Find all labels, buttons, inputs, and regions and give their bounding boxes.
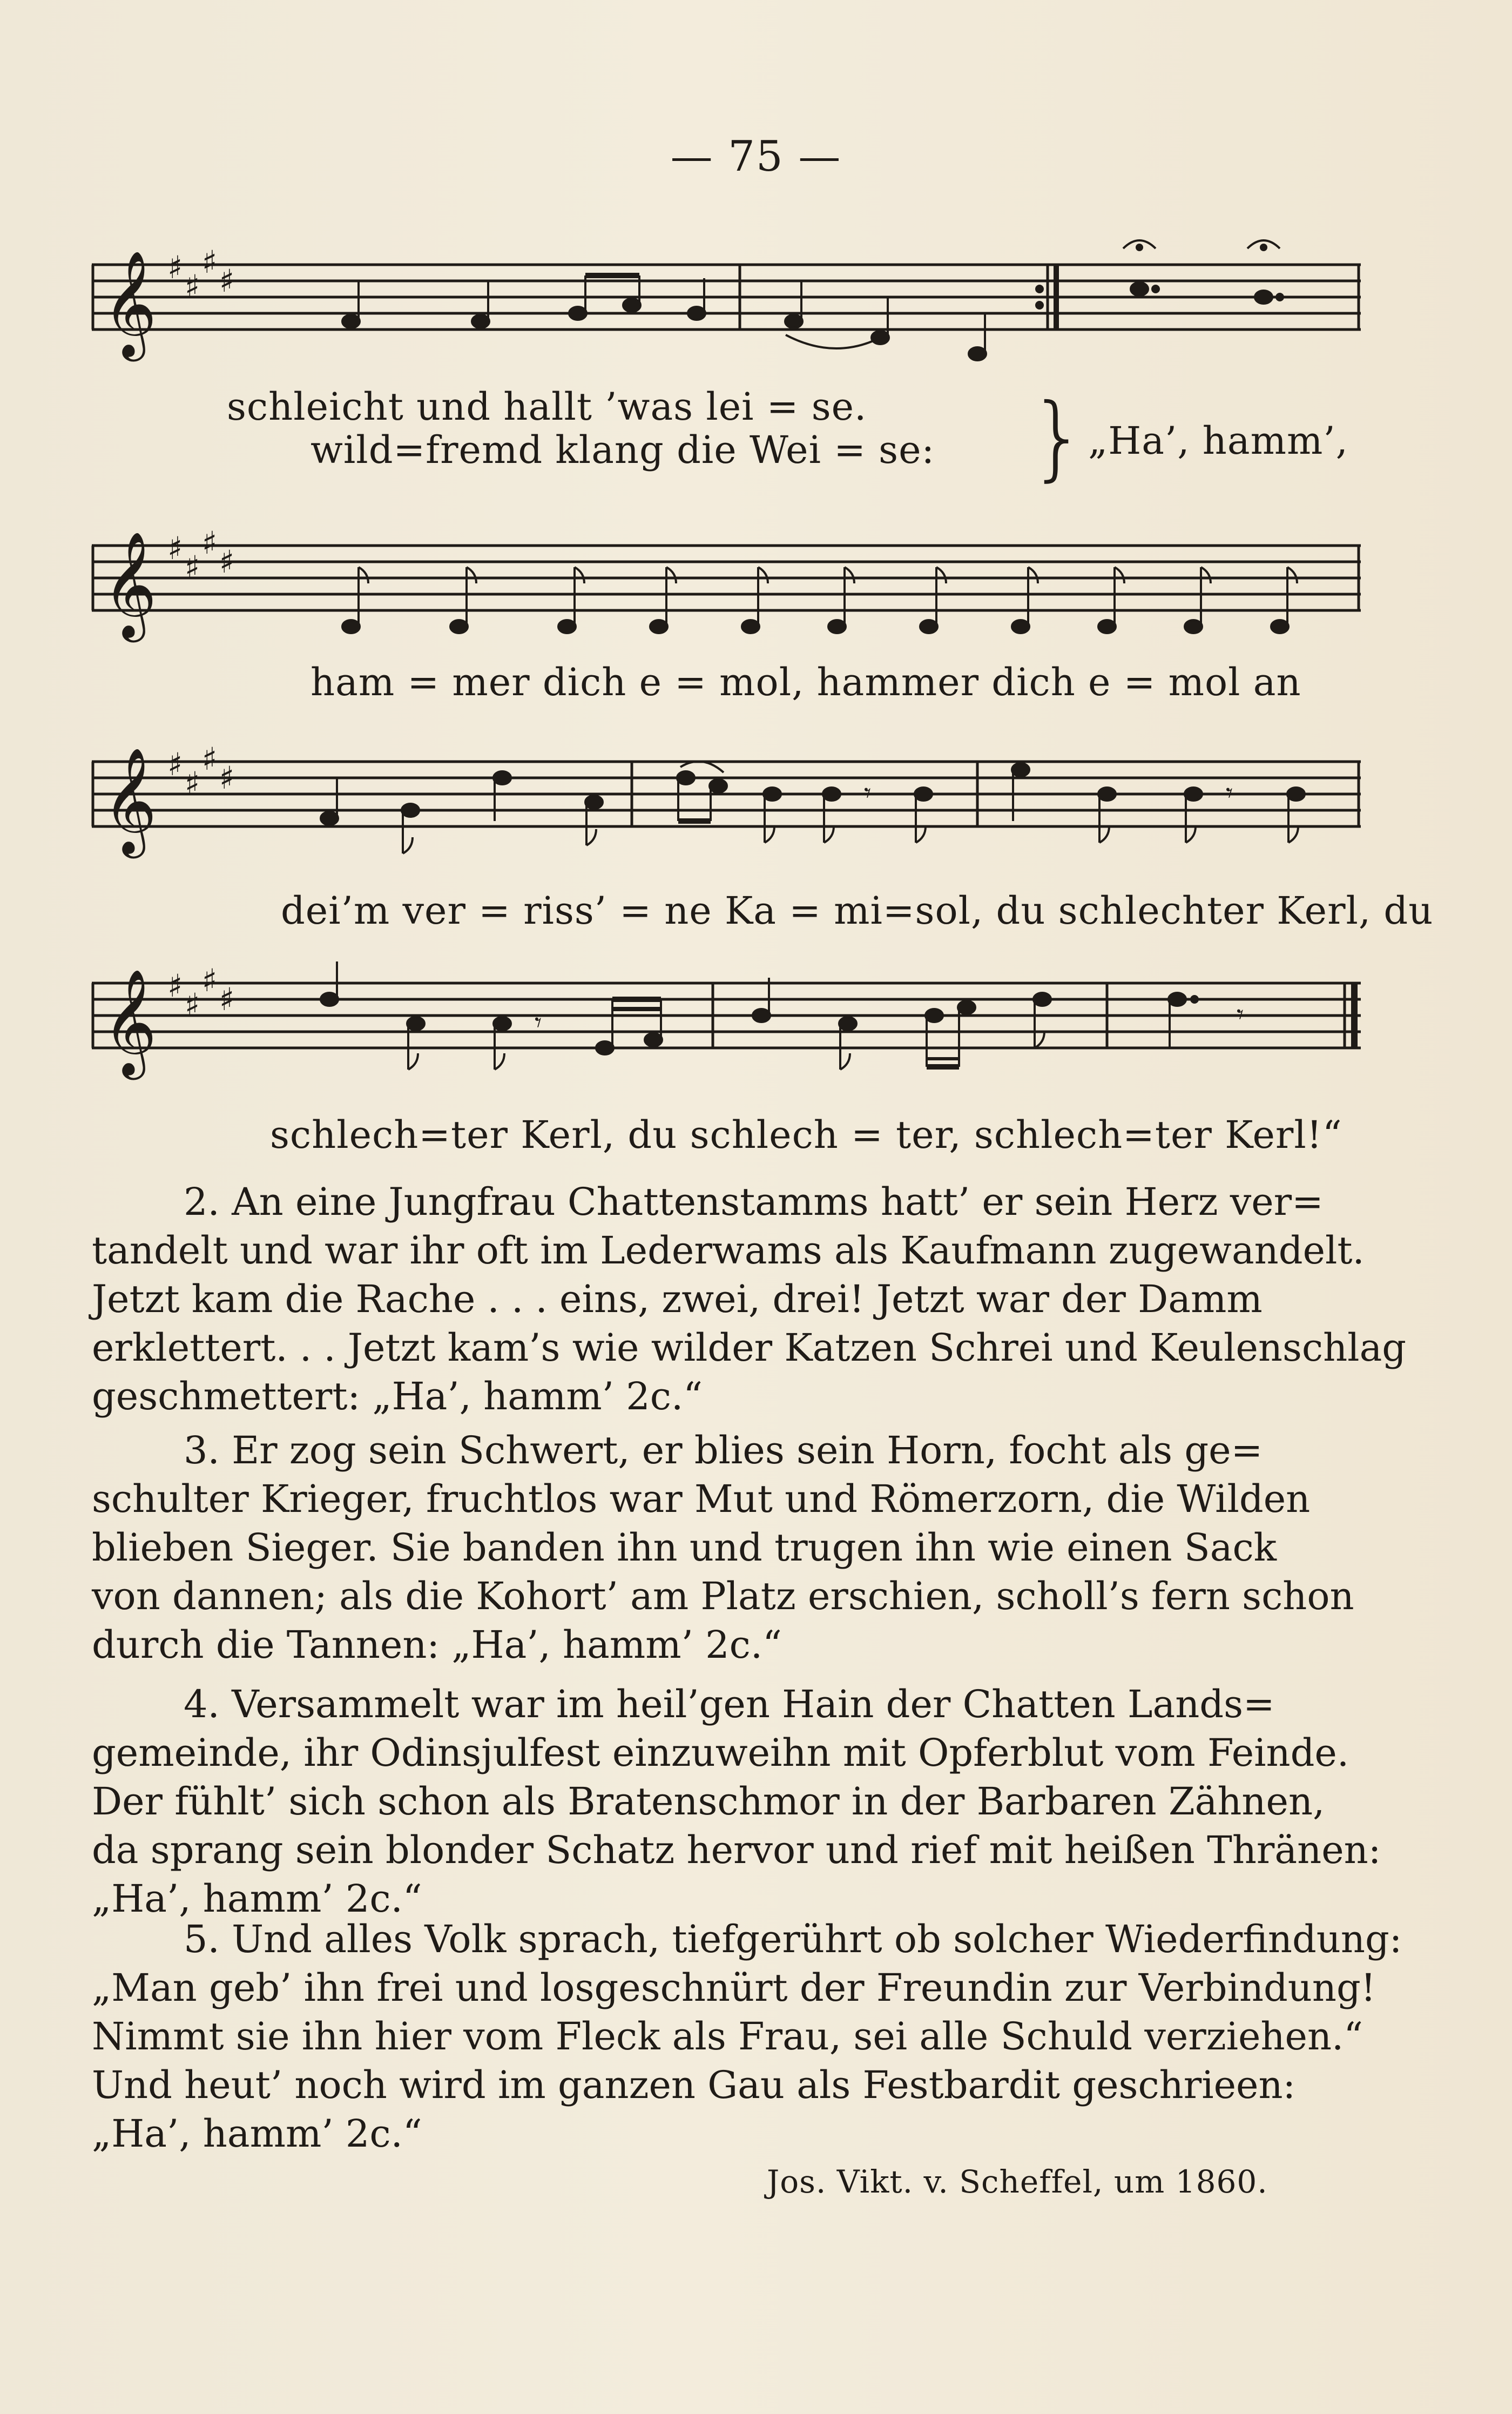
svg-text:♯: ♯: [219, 759, 235, 796]
svg-text:♯: ♯: [202, 741, 218, 777]
svg-text:♯: ♯: [167, 967, 183, 1004]
verse-2: [92, 1178, 1407, 1421]
lyrics-system-4: schlech=ter Kerl, du schlech = ter, schlech=ter Kerl!“: [270, 1113, 1342, 1157]
svg-text:♯: ♯: [185, 549, 200, 586]
svg-text:♯: ♯: [202, 525, 218, 561]
svg-text:♯: ♯: [167, 530, 183, 567]
music-system-4: [92, 962, 1361, 1080]
verse-line: Und alles Volk sprach, tiefgerührt ob solcher Wiederfindung:: [232, 1917, 1402, 1961]
key-signature-icon: [167, 525, 234, 586]
verse-line: tandelt und war ihr oft im Lederwams als Kaufmann zugewandelt.: [92, 1228, 1365, 1273]
verse-line: schulter Krieger, fruchtlos war Mut und Römerzorn, die Wilden: [92, 1477, 1311, 1521]
notes: [321, 762, 1305, 853]
music-system-3: [92, 741, 1361, 859]
lyrics-system-1-refrain: „Ha’, hamm’,: [1088, 419, 1348, 463]
brace-icon: }: [1029, 384, 1088, 491]
verse-line: „Ha’, hamm’ 2c.“: [92, 2112, 422, 2156]
lyrics-system-2: ham = mer dich e = mol, hammer dich e = mol an: [310, 660, 1301, 704]
svg-text:𝄾: 𝄾: [1226, 777, 1233, 809]
treble-clef-icon: [103, 747, 157, 858]
verse-line: Er zog sein Schwert, er blies sein Horn, focht als ge=: [232, 1428, 1263, 1472]
svg-text:♯: ♯: [185, 765, 200, 802]
verse-line: An eine Jungfrau Chattenstamms hatt’ er sein Herz ver=: [232, 1180, 1324, 1224]
verse-line: erklettert. . . Jetzt kam’s wie wilder Katzen Schrei und Keulenschlag: [92, 1326, 1407, 1370]
treble-clef-icon: [103, 531, 157, 642]
staff-3: [92, 741, 1361, 859]
verse-3: [92, 1426, 1354, 1669]
staff-1: [92, 244, 1361, 362]
music-system-1: [92, 244, 1361, 362]
staff-4: [92, 962, 1361, 1080]
svg-text:♯: ♯: [202, 962, 218, 999]
verse-5: [92, 1915, 1402, 2158]
lyrics-system-1-line-1: schleicht und hallt ’was lei = se.: [227, 385, 867, 429]
svg-text:𝄞: 𝄞: [103, 531, 157, 638]
verse-line: „Man geb’ ihn frei und losgeschnürt der Freundin zur Verbindung!: [92, 1966, 1376, 2010]
treble-clef-icon: [103, 969, 157, 1080]
verse-4: [92, 1680, 1381, 1923]
staff-2: [92, 525, 1361, 643]
attribution: Jos. Vikt. v. Scheffel, um 1860.: [767, 2163, 1268, 2200]
svg-text:♯: ♯: [202, 244, 218, 280]
key-signature-icon: [167, 244, 234, 305]
verse-line: von dannen; als die Kohort’ am Platz erschien, scholl’s fern schon: [92, 1574, 1354, 1618]
verse-line: gemeinde, ihr Odinsjulfest einzuweihn mit Opferblut vom Feinde.: [92, 1731, 1349, 1775]
svg-text:♯: ♯: [185, 268, 200, 305]
svg-text:𝄾: 𝄾: [864, 777, 872, 809]
verse-number: 2.: [184, 1180, 220, 1224]
verse-line: Der fühlt’ sich schon als Bratenschmor in der Barbaren Zähnen,: [92, 1779, 1325, 1824]
svg-text:♯: ♯: [167, 249, 183, 286]
verse-line: geschmettert: „Ha’, hamm’ 2c.“: [92, 1374, 703, 1418]
verse-line: Versammelt war im heil’gen Hain der Chatten Lands=: [232, 1682, 1275, 1726]
music-system-2: [92, 525, 1361, 643]
key-signature-icon: [167, 962, 234, 1023]
verse-line: Jetzt kam die Rache . . . eins, zwei, drei! Jetzt war der Damm: [92, 1277, 1263, 1321]
svg-text:♯: ♯: [185, 986, 200, 1023]
svg-text:𝄞: 𝄞: [103, 250, 157, 357]
verse-line: blieben Sieger. Sie banden ihn und trugen ihn wie einen Sack: [92, 1525, 1277, 1570]
verse-line: Und heut’ noch wird im ganzen Gau als Festbardit geschrieen:: [92, 2063, 1296, 2107]
lyrics-system-1-line-2: wild=fremd klang die Wei = se:: [310, 428, 935, 472]
verse-line: durch die Tannen: „Ha’, hamm’ 2c.“: [92, 1623, 782, 1667]
notes: [342, 240, 1283, 360]
verse-number: 4.: [184, 1682, 220, 1726]
verse-line: „Ha’, hamm’ 2c.“: [92, 1877, 422, 1921]
svg-text:𝄾: 𝄾: [1237, 999, 1244, 1030]
svg-text:𝄾: 𝄾: [535, 1007, 542, 1038]
page-number: — 75 —: [670, 132, 842, 181]
verse-line: da sprang sein blonder Schatz hervor und rief mit heißen Thränen:: [92, 1828, 1381, 1872]
verse-number: 3.: [184, 1428, 220, 1472]
lyrics-system-3: dei’m ver = riss’ = ne Ka = mi=sol, du schlechter Kerl, du: [281, 889, 1434, 933]
verse-line: Nimmt sie ihn hier vom Fleck als Frau, sei alle Schuld verziehen.“: [92, 2014, 1364, 2059]
treble-clef-icon: [103, 250, 157, 361]
svg-text:♯: ♯: [219, 543, 235, 580]
svg-text:♯: ♯: [219, 263, 235, 299]
key-signature-icon: [167, 741, 234, 802]
svg-text:𝄞: 𝄞: [103, 747, 157, 854]
svg-text:♯: ♯: [167, 746, 183, 783]
svg-text:𝄞: 𝄞: [103, 969, 157, 1075]
svg-text:♯: ♯: [219, 981, 235, 1018]
verse-number: 5.: [184, 1917, 220, 1961]
